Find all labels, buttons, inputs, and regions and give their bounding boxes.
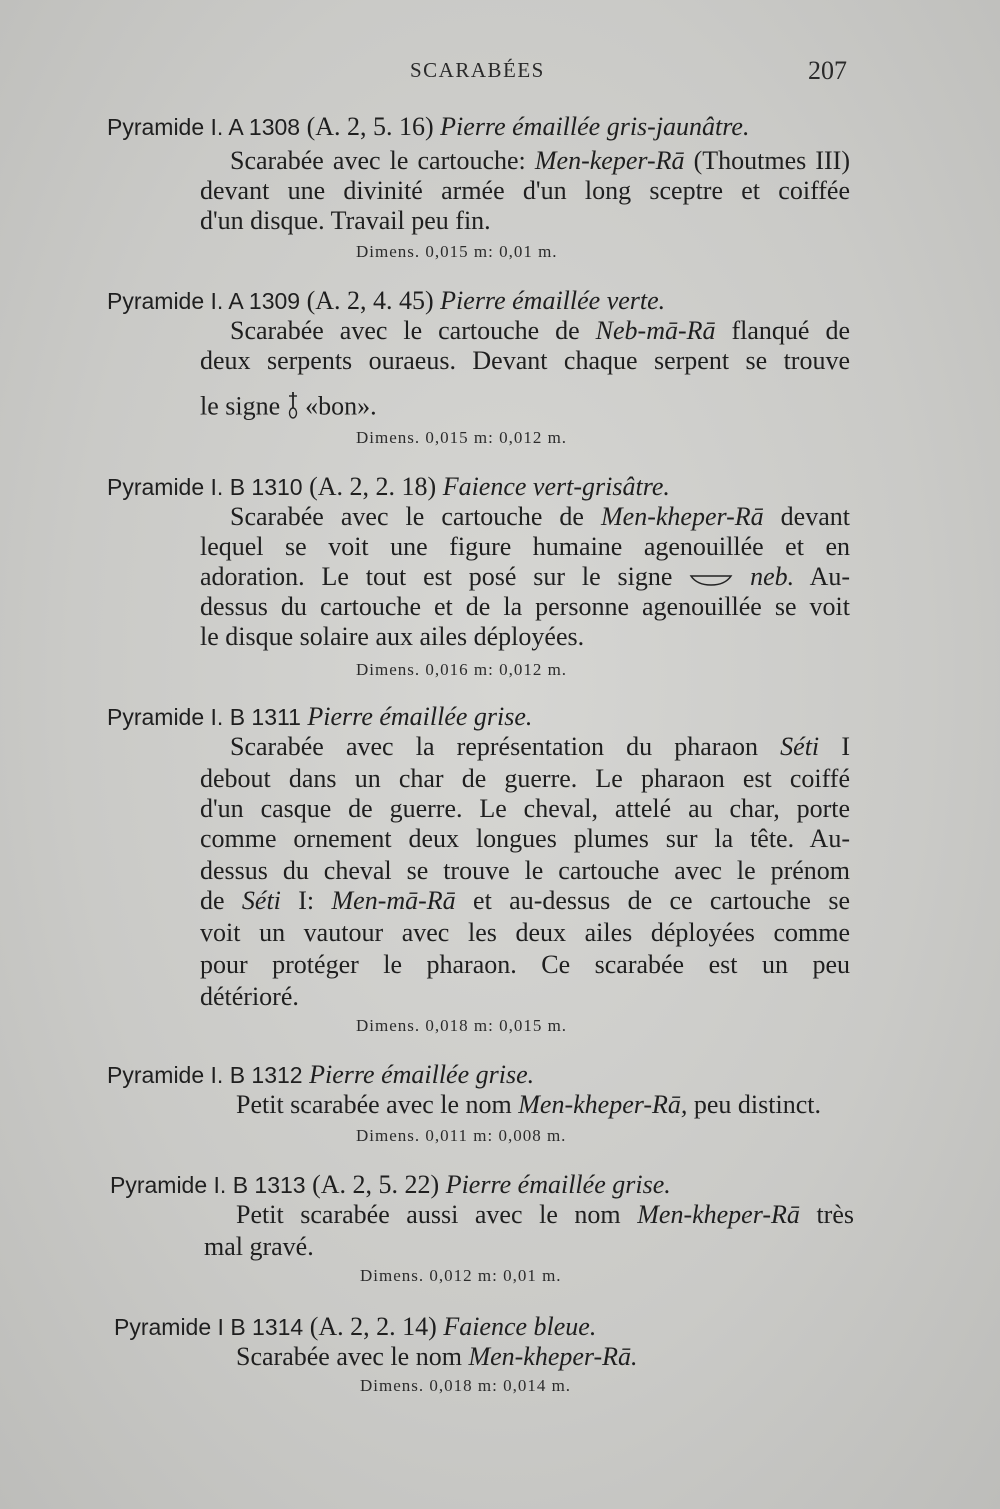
- entry-heading: Pyramide I. B 1312 Pierre émaillée grise.: [107, 1060, 535, 1089]
- entry-line: dessus du cartouche et de la personne agenouillée se voit: [200, 592, 850, 621]
- dimensions: Dimens. 0,016 m: 0,012 m.: [356, 660, 568, 679]
- entry-line: lequel se voit une figure humaine agenouillée et en: [200, 532, 850, 561]
- entry-line: Petit scarabée aussi avec le nom Men-kheper-Rā très: [236, 1200, 854, 1229]
- entry-line: le signe «bon».: [200, 390, 377, 427]
- entry-line: devant une divinité armée d'un long sceptre et coiffée: [200, 176, 850, 205]
- entry-line: Scarabée avec le nom Men-kheper-Rā.: [236, 1342, 638, 1371]
- running-head: [0, 58, 1000, 88]
- entry-heading: Pyramide I B 1314 (A. 2, 2. 14) Faience bleue.: [114, 1312, 597, 1341]
- entry-line: de Séti I: Men-mā-Rā et au-dessus de ce cartouche se: [200, 886, 850, 915]
- entry-line: dessus du cheval se trouve le cartouche avec le prénom: [200, 856, 850, 885]
- entry-line: Scarabée avec le cartouche de Neb-mā-Rā flanqué de: [230, 316, 850, 345]
- entry-line: deux serpents ouraeus. Devant chaque serpent se trouve: [200, 346, 850, 375]
- entry-heading: Pyramide I. B 1311 Pierre émaillée grise.: [107, 702, 533, 731]
- entry-heading: Pyramide I. A 1308 (A. 2, 5. 16) Pierre émaillée gris-jaunâtre.: [107, 112, 750, 141]
- entry-line: le disque solaire aux ailes déployées.: [200, 622, 585, 651]
- dimensions: Dimens. 0,018 m: 0,015 m.: [356, 1016, 568, 1035]
- dimensions: Dimens. 0,011 m: 0,008 m.: [356, 1126, 567, 1145]
- entry-line: Scarabée avec la représentation du pharaon Séti I: [230, 732, 850, 761]
- entry-line: d'un casque de guerre. Le cheval, attelé au char, porte: [200, 794, 850, 823]
- dimensions: Dimens. 0,018 m: 0,014 m.: [360, 1376, 572, 1395]
- entry-line: pour protéger le pharaon. Ce scarabée est un peu: [200, 950, 850, 979]
- dimensions: Dimens. 0,015 m: 0,012 m.: [356, 428, 568, 447]
- entry-line: détérioré.: [200, 982, 299, 1011]
- entry-line: d'un disque. Travail peu fin.: [200, 206, 491, 235]
- neb-basket-hieroglyph-icon: [689, 564, 733, 594]
- entry-line: debout dans un char de guerre. Le pharaon est coiffé: [200, 764, 850, 793]
- entry-line: Scarabée avec le cartouche: Men-keper-Rā (Thoutmes III): [230, 146, 851, 175]
- running-title: SCARABÉES: [410, 58, 545, 82]
- entry-line: comme ornement deux longues plumes sur la tête. Au-: [200, 824, 850, 853]
- ankh-nefer-hieroglyph-icon: [287, 390, 299, 427]
- entry-line: Scarabée avec le cartouche de Men-kheper-Rā devant: [230, 502, 850, 531]
- entry-line: mal gravé.: [204, 1232, 314, 1261]
- entry-heading: Pyramide I. A 1309 (A. 2, 4. 45) Pierre émaillée verte.: [107, 286, 666, 315]
- entry-heading: Pyramide I. B 1310 (A. 2, 2. 18) Faience vert-grisâtre.: [107, 472, 670, 501]
- dimensions: Dimens. 0,015 m: 0,01 m.: [356, 242, 558, 261]
- entry-heading: Pyramide I. B 1313 (A. 2, 5. 22) Pierre émaillée grise.: [110, 1170, 671, 1199]
- entry-line: adoration. Le tout est posé sur le signe neb. Au-: [200, 562, 850, 594]
- entry-line: voit un vautour avec les deux ailes déployées comme: [200, 918, 850, 947]
- dimensions: Dimens. 0,012 m: 0,01 m.: [360, 1266, 562, 1285]
- entry-line: Petit scarabée avec le nom Men-kheper-Rā, peu distinct.: [236, 1090, 821, 1119]
- page-number: 207: [808, 56, 847, 85]
